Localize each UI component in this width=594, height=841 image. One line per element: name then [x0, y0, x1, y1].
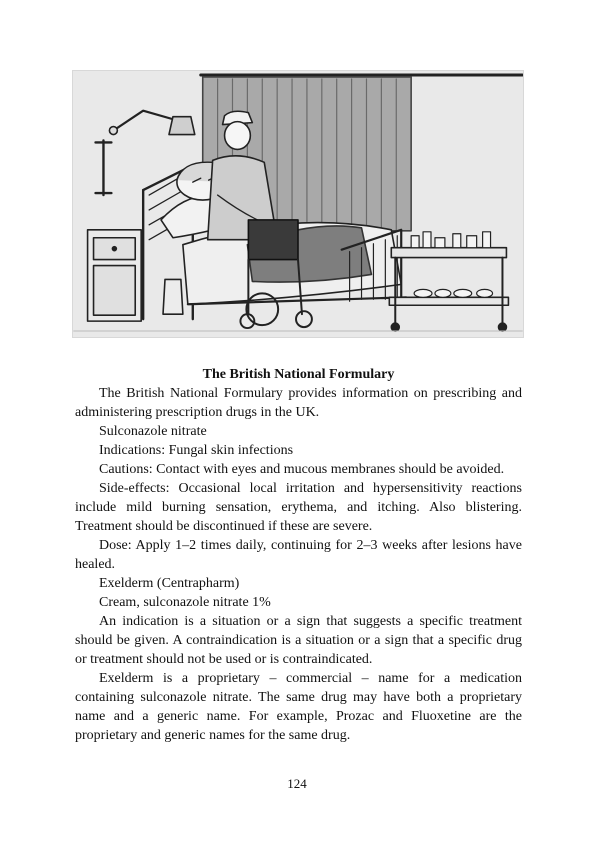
lamp-arm — [113, 111, 178, 131]
side-effects: Side-effects: Occasional local irritation and hypersensitivity reactions include mild burning sensation, erythema, and itching. Also blistering. Treatment should be discontinued if these are severe. — [75, 481, 522, 534]
paragraph-proprietary-name: Exelderm is a proprietary – commercial – name for a medication containing sulconazole nitrate. The same drug may have both a proprietary name and a generic name. For example, Prozac and Fluoxetine are the proprietary and generic names for the same drug. — [75, 671, 522, 743]
dose: Dose: Apply 1–2 times daily, continuing for 2–3 weeks after lesions have healed. — [75, 538, 522, 572]
indications: Indications: Fungal skin infections — [99, 443, 294, 458]
formulary-text — [75, 365, 522, 745]
lamp-shade — [169, 117, 195, 135]
brand-name: Exelderm (Centrapharm) — [99, 576, 240, 591]
hospital-ward-illustration — [72, 70, 524, 338]
formulation: Cream, sulconazole nitrate 1% — [99, 595, 271, 610]
trolley-bottom — [389, 297, 508, 305]
paragraph-intro: The British National Formulary provides information on prescribing and administering prescription drugs in the UK. — [75, 386, 522, 420]
trolley-top — [391, 248, 506, 258]
section-title: The British National Formulary — [202, 367, 395, 382]
nurse-head — [225, 122, 251, 150]
page-number: 124 — [287, 776, 307, 791]
cautions: Cautions: Contact with eyes and mucous membranes should be avoided. — [99, 462, 505, 477]
paragraph-indication-definition: An indication is a situation or a sign that suggests a specific treatment should be given. A contraindication is a situation or a sign that a specific drug or treatment should not be used or is contraindicated. — [75, 614, 522, 667]
drug-name: Sulconazole nitrate — [99, 424, 207, 439]
wheelchair-seat — [248, 220, 298, 260]
